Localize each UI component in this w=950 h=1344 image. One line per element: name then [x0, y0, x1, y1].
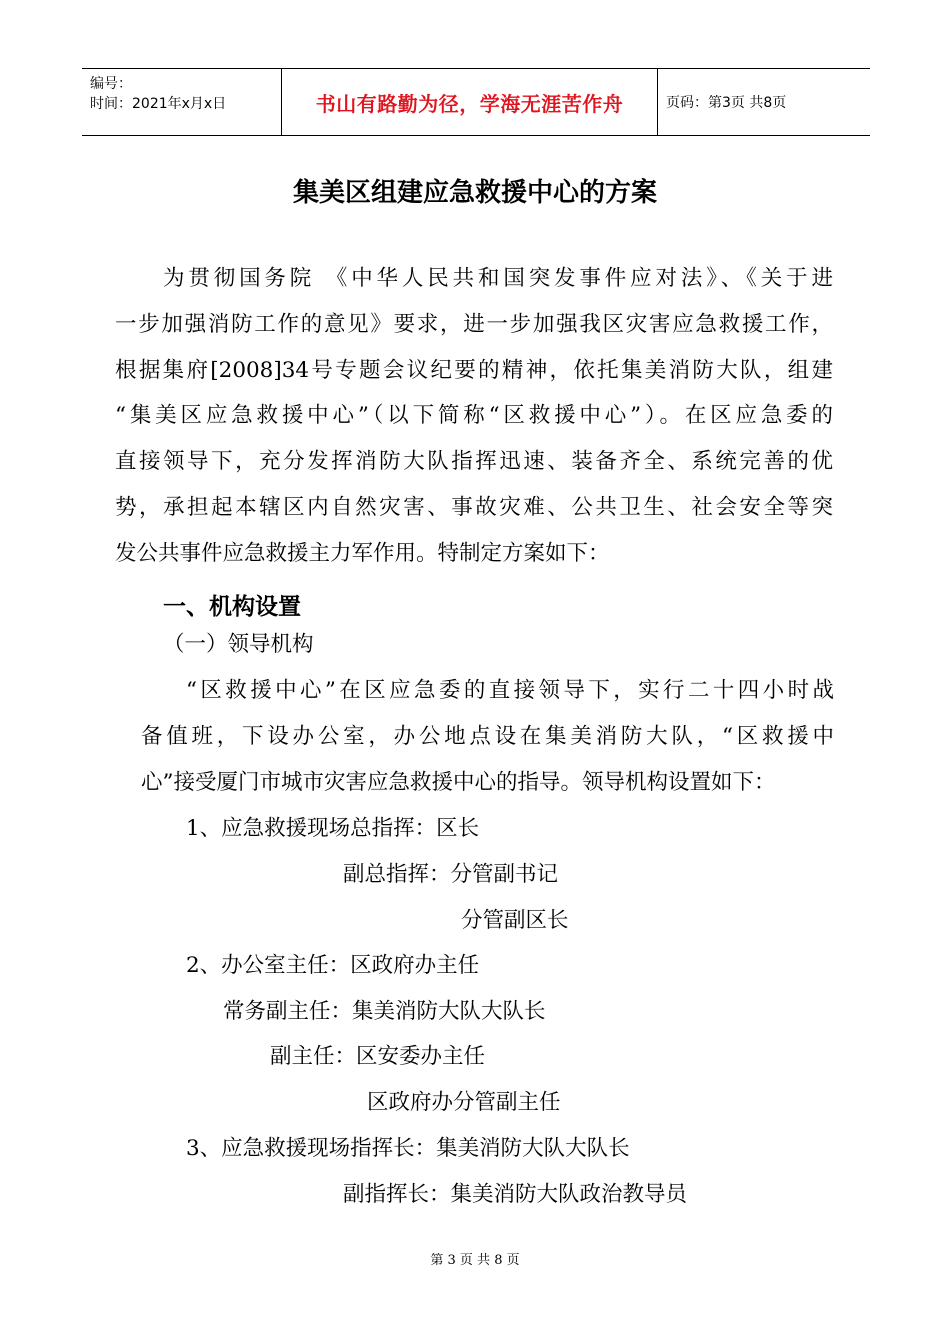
role-line: 3、应急救援现场指挥长：集美消防大队大队长 [186, 1136, 630, 1161]
role-line: 分管副区长 [461, 908, 569, 933]
document-title: 集美区组建应急救援中心的方案 [292, 178, 657, 208]
body-line: 备值班，下设办公室，办公地点设在集美消防大队，“区救援中 [141, 724, 834, 749]
intro-line: 一步加强消防工作的意见》要求，进一步加强我区灾害应急救援工作， [115, 312, 833, 337]
role-line: 副总指挥：分管副书记 [343, 862, 559, 887]
header-slogan-cell [282, 69, 658, 135]
role-line: 副主任：区安委办主任 [270, 1044, 486, 1069]
intro-line: 根据集府[2008]34号专题会议纪要的精神，依托集美消防大队，组建 [115, 358, 833, 383]
header-meta-cell [82, 69, 282, 135]
role-line: 副指挥长：集美消防大队政治教导员 [343, 1182, 688, 1207]
intro-line: 直接领导下，充分发挥消防大队指挥迅速、装备齐全、系统完善的优 [115, 449, 833, 474]
subsection-heading: （一）领导机构 [163, 632, 314, 657]
page-info: 页码：第3页 共8页 [666, 95, 787, 111]
body-line: “区救援中心”在区应急委的直接领导下，实行二十四小时战 [186, 678, 834, 703]
doc-time: 时间：2021年x月x日 [90, 96, 227, 112]
page-header [82, 68, 870, 136]
role-line: 常务副主任：集美消防大队大队长 [223, 999, 546, 1024]
page-footer: 第 3 页 共 8 页 [430, 1253, 520, 1268]
role-line: 1、应急救援现场总指挥：区长 [186, 816, 480, 841]
header-page-cell [658, 69, 870, 135]
slogan: 书山有路勤为径，学海无涯苦作舟 [315, 91, 624, 116]
body-line: 心”接受厦门市城市灾害应急救援中心的指导。领导机构设置如下： [141, 770, 776, 795]
doc-number: 编号： [90, 76, 132, 92]
intro-line: 发公共事件应急救援主力军作用。特制定方案如下： [115, 541, 610, 566]
role-line: 2、办公室主任：区政府办主任 [186, 953, 480, 978]
intro-line: 势，承担起本辖区内自然灾害、事故灾难、公共卫生、社会安全等突 [115, 495, 833, 520]
role-line: 区政府办分管副主任 [367, 1090, 561, 1115]
section-heading: 一、机构设置 [163, 594, 301, 620]
intro-line: “集美区应急救援中心”（以下简称“区救援中心”）。在区应急委的 [115, 403, 833, 428]
intro-line: 为贯彻国务院 《中华人民共和国突发事件应对法》、《关于进 [163, 266, 833, 291]
